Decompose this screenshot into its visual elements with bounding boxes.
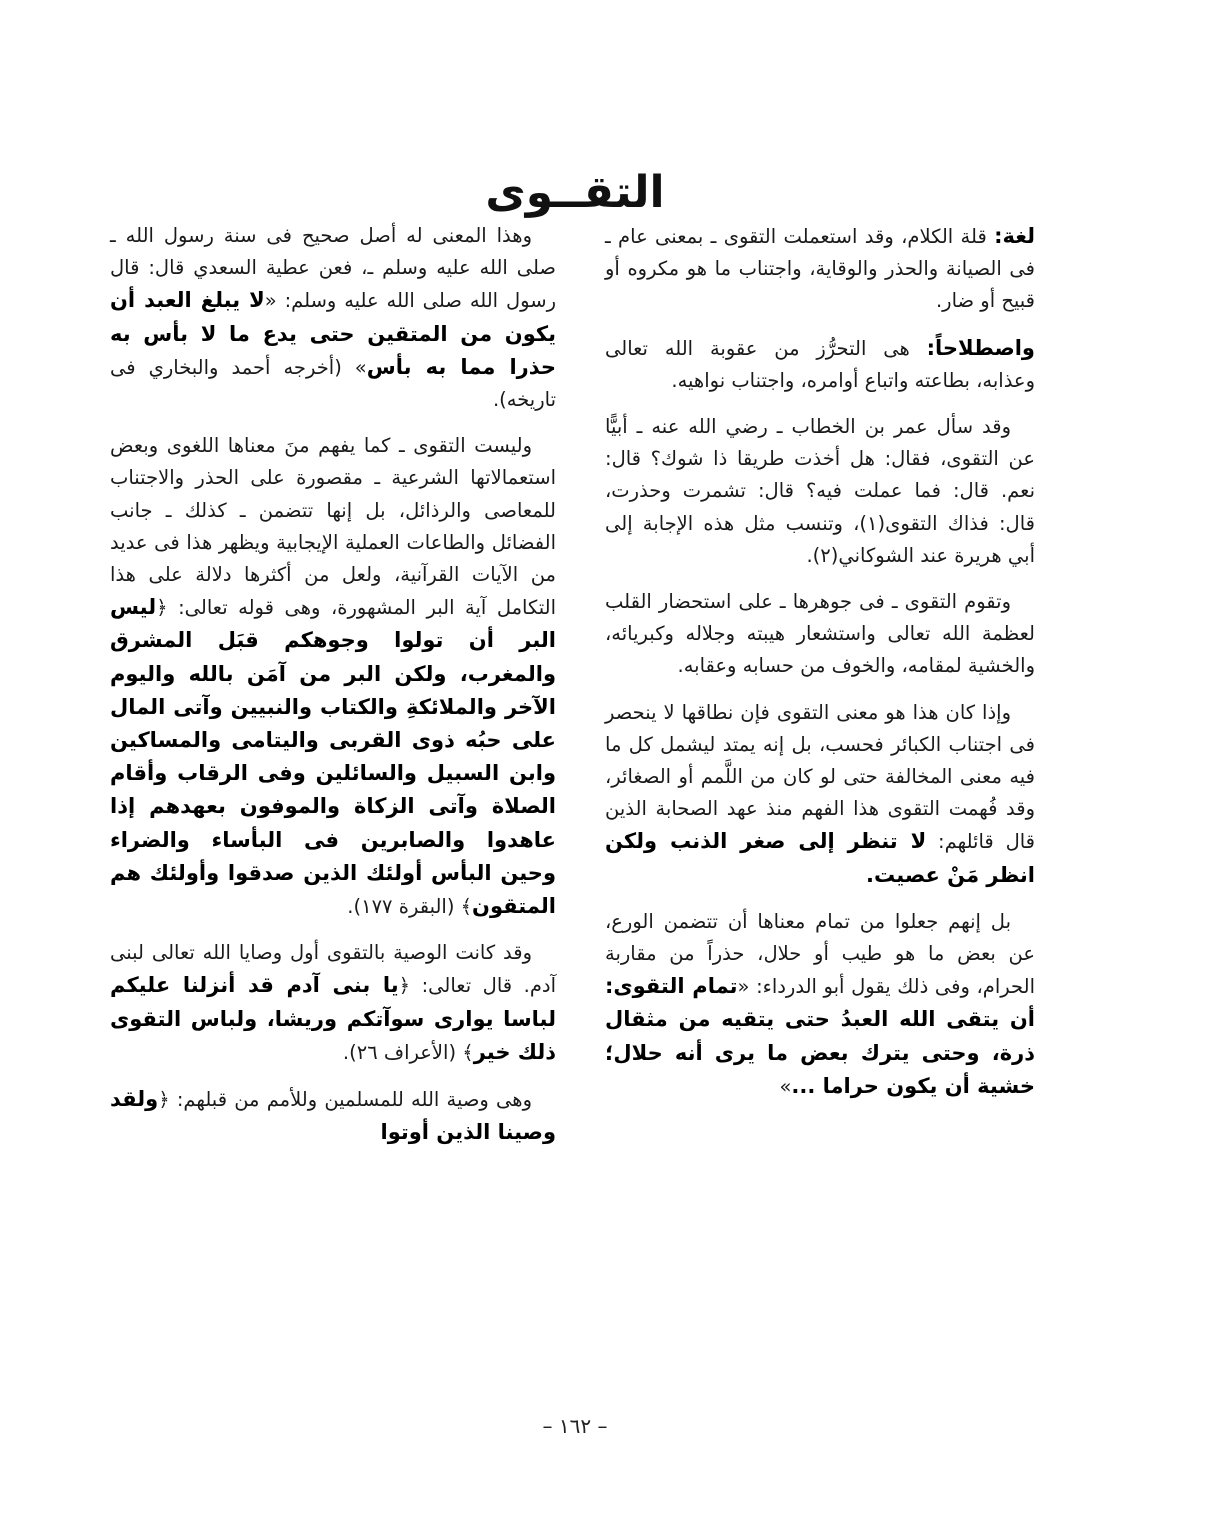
paragraph-text: وتقوم التقوى ـ فى جوهرها ـ على استحضار القلب لعظمة الله تعالى واستشعار هيبته وجلاله وكبريائه، والخشية لمقامه، والخوف من حسابه وعقابه.: [605, 590, 1035, 678]
paragraph-text: وهى وصية الله للمسلمين وللأمم من قبلهم: ﴿: [158, 1088, 532, 1112]
paragraph-technical-definition: [605, 332, 1035, 397]
paragraph-hadith: [110, 220, 556, 416]
paragraph-essence: [605, 586, 1035, 683]
paragraph-nations-verse: [110, 1083, 556, 1149]
paragraph-text: »: [779, 1074, 792, 1098]
paragraph-adam-verse: [110, 937, 556, 1069]
bold-quote: ليس البر أن تولوا وجوهكم قبَل المشرق والمغرب، ولكن البر من آمَن بالله واليوم الآخر والملائكةِ والكتاب والنبيين وآتى المال على حبُه ذوى القربى واليتامى والمساكين وابن السبيل والسائلين وفى الرقاب وأقام الصلاة وآتى الزكاة والموفون بعهدهم إذا عاهدوا والصابرين فى البأساء والضراء وحين البأس أولئك الذين صدقوا وأولئك هم المتقون: [110, 595, 556, 919]
paragraph-wara: [605, 906, 1035, 1103]
paragraph-text: وهذا المعنى له أصل صحيح فى سنة رسول الله ـ صلى الله عليه وسلم ـ، فعن عطية السعدي قال: قال رسول الله صلى الله عليه وسلم: «: [110, 224, 556, 313]
term-label: واصطلاحاً:: [926, 335, 1035, 360]
page-title: التقــوى: [485, 167, 665, 219]
left-column: [110, 220, 556, 1163]
bold-quote: ولقد وصينا الذين أوتوا: [110, 1087, 556, 1145]
page-number: – ١٦٢ –: [542, 1414, 608, 1438]
bold-quote: يا بنى آدم قد أنزلنا عليكم لباسا يوارى سوآتكم وريشا، ولباس التقوى ذلك خير: [110, 973, 556, 1064]
paragraph-scope: [605, 697, 1035, 892]
right-column: [605, 220, 1035, 1117]
paragraph-text: وإذا كان هذا هو معنى التقوى فإن نطاقها لا ينحصر فى اجتناب الكبائر فحسب، بل إنه يمتد ليشمل كل ما فيه معنى المخالفة حتى لو كان من اللَّمم أو الصغائر، وقد فُهمت التقوى هذا الفهم منذ عهد الصحابة الذين قال قائلهم:: [605, 700, 1035, 854]
paragraph-text: وقد كانت الوصية بالتقوى أول وصايا الله تعالى لبنى آدم. قال تعالى: ﴿: [110, 941, 556, 998]
paragraph-birr-verse: [110, 430, 556, 923]
bold-quote: لا تنظر إلى صغر الذنب ولكن انظر مَنْ عصيت.: [605, 829, 1035, 887]
paragraph-text: بل إنهم جعلوا من تمام معناها أن تتضمن الورع، عن بعض ما هو طيب أو حلال، حذراً من مقاربة الحرام، وفى ذلك يقول أبو الدرداء: «: [605, 909, 1035, 999]
paragraph-text: وليست التقوى ـ كما يفهم منَ معناها اللغوى وبعض استعمالاتها الشرعية ـ مقصورة على الحذر والاجتناب للمعاصى والرذائل، بل إنها تتضمن ـ كذلك ـ جانب الفضائل والطاعات العملية الإيجابية ويظهر هذا فى عديد من الآيات القرآنية، ولعل من أكثرها دلالة على هذا التكامل آية البر المشهورة، وهى قوله تعالى: ﴿: [110, 434, 556, 620]
paragraph-text: » (أخرجه أحمد والبخاري فى تاريخه).: [110, 355, 556, 412]
paragraph-linguistic-definition: [605, 220, 1035, 318]
paragraph-umar-question: [605, 411, 1035, 572]
paragraph-text: ﴾ (البقرة ١٧٧).: [347, 895, 473, 919]
paragraph-text: قلة الكلام، وقد استعملت التقوى ـ بمعنى عام ـ فى الصيانة والحذر والوقاية، واجتناب ما هو مكروه أو قبيح أو ضار.: [605, 225, 1035, 313]
bold-quote: تمام التقوى: أن يتقى الله العبدُ حتى يتقيه من مثقال ذرة، وحتى يترك بعض ما يرى أنه حلال؛ خشية أن يكون حراما ...: [605, 974, 1035, 1098]
term-label: لغة:: [994, 224, 1035, 248]
paragraph-text: ﴾ (الأعراف ٢٦).: [342, 1040, 474, 1064]
bold-quote: لا يبلغ العبد أن يكون من المتقين حتى يدع ما لا بأس به حذرا مما به بأس: [110, 288, 557, 379]
paragraph-text: وقد سأل عمر بن الخطاب ـ رضي الله عنه ـ أبيًّا عن التقوى، فقال: هل أخذت طريقا ذا شوك؟ قال: نعم. قال: فما عملت فيه؟ قال: تشمرت وحذرت، قال: فذاك التقوى(١)، وتنسب مثل هذه الإجابة إلى أبي هريرة عند الشوكاني(٢).: [605, 415, 1035, 567]
paragraph-text: هى التحرُّز من عقوبة الله تعالى وعذابه، بطاعته واتباع أوامره، واجتناب نواهيه.: [605, 336, 1035, 392]
